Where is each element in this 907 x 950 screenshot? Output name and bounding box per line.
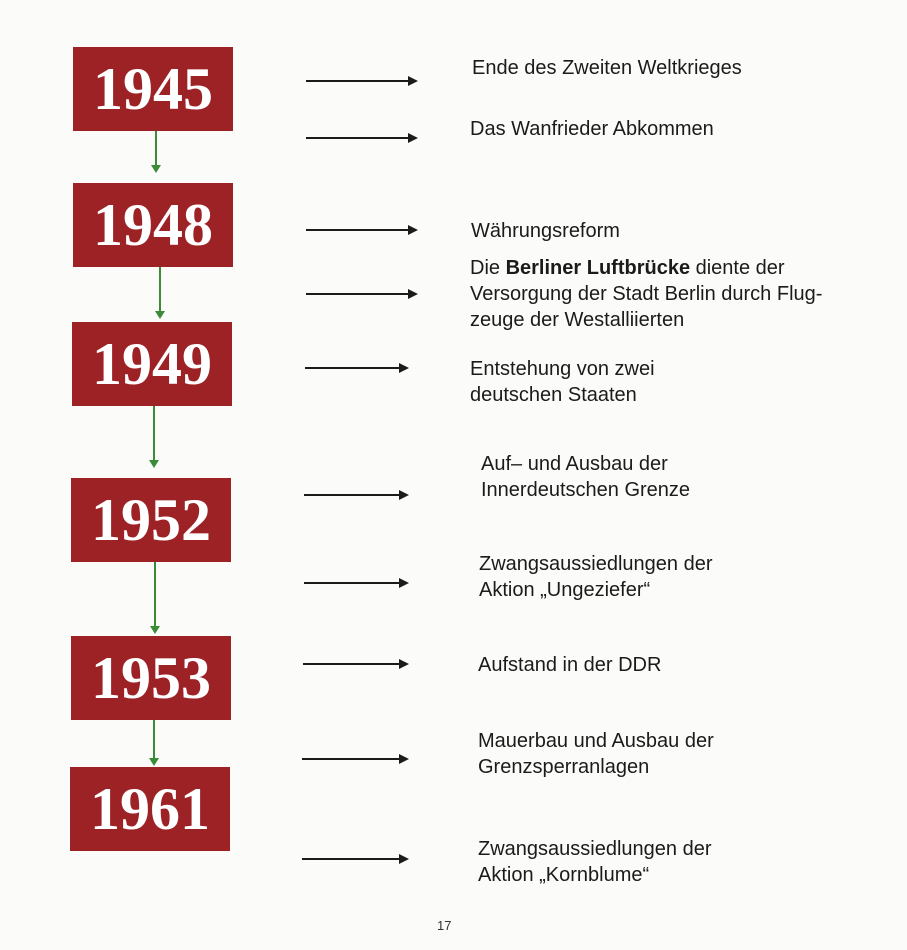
event-line: Innerdeutschen Grenze (481, 479, 691, 501)
arrow-right-icon (306, 229, 416, 231)
event-line: Versorgung der Stadt Berlin durch Flug- (470, 283, 823, 305)
year-label: 1948 (93, 192, 213, 258)
arrow-right-icon (306, 80, 416, 82)
event-line: Auf– und Ausbau der (481, 453, 668, 475)
connector-arrow (155, 131, 157, 167)
event-line: Ende des Zweiten Weltkrieges (472, 57, 742, 79)
event-text (470, 116, 714, 142)
event-line: Entstehung von zwei (470, 358, 655, 380)
event-text (478, 728, 714, 780)
arrow-right-icon (303, 663, 407, 665)
year-box-1961 (70, 767, 230, 851)
year-box-1952 (71, 478, 231, 562)
connector-arrow (153, 406, 155, 462)
year-label: 1961 (90, 776, 210, 842)
event-line: Das Wanfrieder Abkommen (470, 118, 714, 140)
event-text (481, 451, 690, 503)
year-box-1949 (72, 322, 232, 406)
event-line: Aktion „Ungeziefer“ (479, 579, 651, 601)
arrow-right-icon (304, 494, 407, 496)
year-box-1953 (71, 636, 231, 720)
arrow-right-icon (302, 858, 407, 860)
event-line: Aufstand in der DDR (478, 654, 662, 676)
arrow-right-icon (306, 137, 416, 139)
event-line: Die (470, 257, 506, 279)
year-label: 1949 (92, 331, 212, 397)
arrow-right-icon (305, 367, 407, 369)
event-line: Mauerbau und Ausbau der (478, 730, 714, 752)
event-line: Grenzsperranlagen (478, 756, 650, 778)
arrow-right-icon (306, 293, 416, 295)
connector-arrow (153, 720, 155, 760)
event-text (470, 255, 870, 333)
event-line: Zwangsaussiedlungen der (479, 553, 713, 575)
event-emphasis: Berliner Luftbrücke (505, 257, 691, 279)
page-number: 17 (437, 918, 452, 933)
year-label: 1953 (91, 645, 211, 711)
event-text (478, 652, 661, 678)
event-line: Aktion „Kornblume“ (478, 864, 650, 886)
year-label: 1952 (91, 487, 211, 553)
event-line: Währungsreform (471, 220, 620, 242)
event-text (472, 55, 742, 81)
event-line: Zwangsaussiedlungen der (478, 838, 712, 860)
connector-arrow (154, 562, 156, 628)
event-text (470, 356, 655, 408)
event-text (471, 218, 620, 244)
year-box-1945 (73, 47, 233, 131)
year-box-1948 (73, 183, 233, 267)
event-text (479, 551, 713, 603)
arrow-right-icon (302, 758, 407, 760)
connector-arrow (159, 267, 161, 313)
event-text (478, 836, 712, 888)
arrow-right-icon (304, 582, 407, 584)
year-label: 1945 (93, 56, 213, 122)
event-line: diente der (690, 257, 785, 279)
event-line: deutschen Staaten (470, 384, 637, 406)
event-line: zeuge der Westalliierten (470, 309, 685, 331)
